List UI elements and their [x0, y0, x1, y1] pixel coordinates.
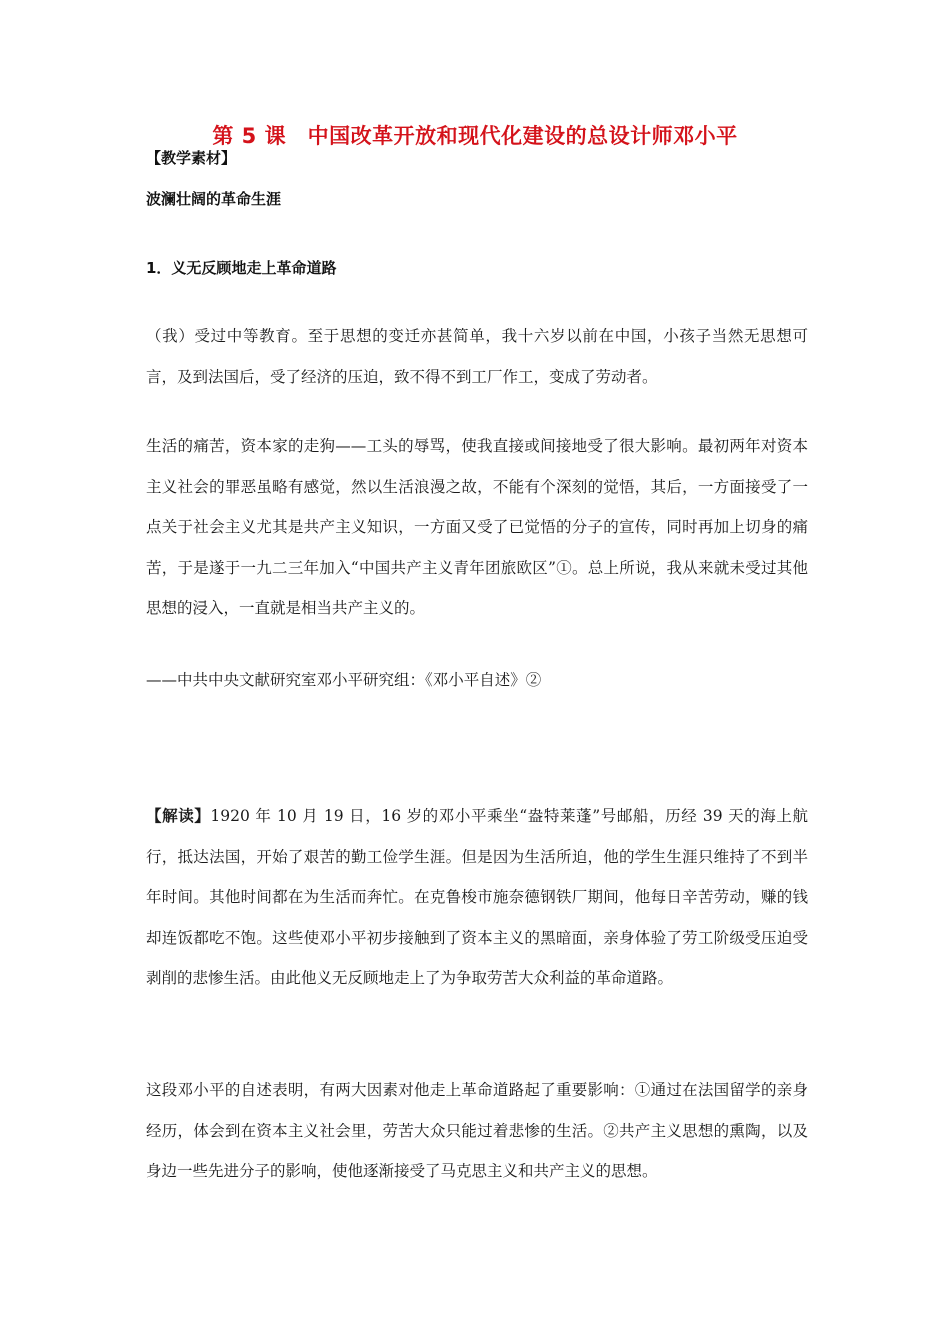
- quote-source: ——中共中央文献研究室邓小平研究组：《邓小平自述》②: [146, 671, 542, 689]
- interpretation-paragraph: [146, 796, 808, 999]
- heading-1: 1．义无反顾地走上革命道路: [146, 259, 337, 277]
- quote-paragraph-2: 生活的痛苦，资本家的走狗——工头的辱骂，使我直接或间接地受了很大影响。最初两年对资本主义社会的罪恶虽略有感觉，然以生活浪漫之故，不能有个深刻的觉悟，其后，一方面接受了一点关于社会主义尤其是共产主义知识，一方面又受了已觉悟的分子的宣传，同时再加上切身的痛苦，于是遂于一九二三年加入“中国共产主义青年团旅欧区”①。总上所说，我从来就未受过其他思想的浸入，一直就是相当共产主义的。: [146, 437, 808, 617]
- quote-paragraph-1: （我）受过中等教育。至于思想的变迁亦甚简单，我十六岁以前在中国，小孩子当然无思想可言，及到法国后，受了经济的压迫，致不得不到工厂作工，变成了劳动者。: [146, 327, 808, 386]
- lesson-title: 第 5 课 中国改革开放和现代化建设的总设计师邓小平: [212, 124, 738, 148]
- interpretation-text: 1920 年 10 月 19 日，16 岁的邓小平乘坐“盎特莱蓬”号邮船，历经 39 天的海上航行，抵达法国，开始了艰苦的勤工俭学生涯。但是因为生活所迫，他的学生生涯只维持了不到半年时间。其他时间都在为生活而奔忙。在克鲁梭市施奈德钢铁厂期间，他每日辛苦劳动，赚的钱却连饭都吃不饱。这些使邓小平初步接触到了资本主义的黑暗面，亲身体验了劳工阶级受压迫受剥削的悲惨生活。由此他义无反顾地走上了为争取劳苦大众利益的革命道路。: [146, 807, 808, 987]
- analysis-paragraph: 这段邓小平的自述表明，有两大因素对他走上革命道路起了重要影响：①通过在法国留学的亲身经历，体会到在资本主义社会里，劳苦大众只能过着悲惨的生活。②共产主义思想的熏陶，以及身边一些先进分子的影响，使他逐渐接受了马克思主义和共产主义的思想。: [146, 1081, 808, 1180]
- interpretation-label: 【解读】: [146, 807, 211, 825]
- section-label: 【教学素材】: [146, 149, 237, 167]
- section-subtitle: 波澜壮阔的革命生涯: [146, 190, 282, 208]
